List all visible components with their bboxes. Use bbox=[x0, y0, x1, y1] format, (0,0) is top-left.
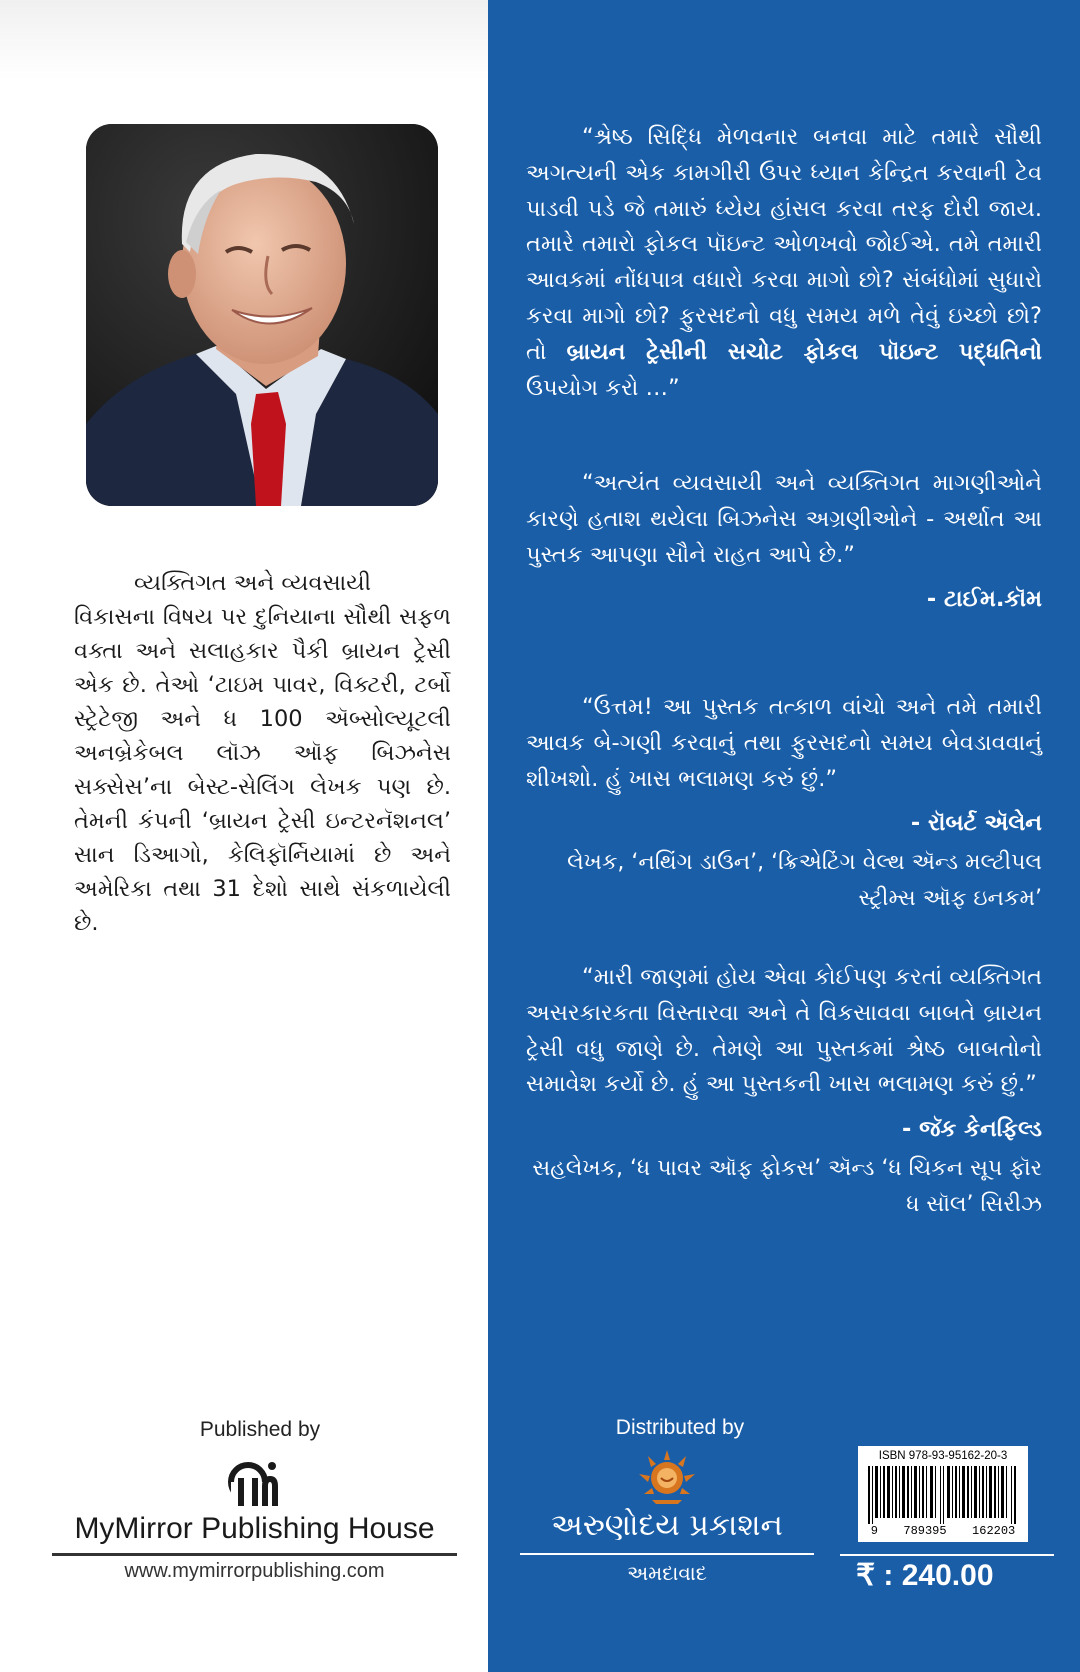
book-price: ₹ : 240.00 bbox=[856, 1559, 994, 1592]
quote-2 bbox=[470, 466, 1042, 617]
bio-text: વિકાસના વિષય પર દુનિયાના સૌથી સફળ વક્તા અને સલાહકાર પૈકી બ્રાયન ટ્રેસી એક છે. તેઓ ‘ટાઇમ પાવર, વિક્ટરી, ટર્બો સ્ટ્રેટેજી અને ધ 100 ઍબ્સોલ્યૂટલી અનબ્રેકેબલ લૉઝ ઑફ બિઝનેસ સક્સેસ’ના બેસ્ટ-સેલિંગ લેખક પણ છે. તેમની કંપની ‘બ્રાયન ટ્રેસી ઇન્ટરનૅશનલ’ સાન ડિઆગો, કેલિફૉર્નિયામાં છે અને અમેરિકા તથા 31 દેશો સાથે સંકળાયેલી છે. bbox=[74, 604, 451, 936]
quote-4 bbox=[470, 960, 1042, 1223]
mymirror-logo-icon bbox=[224, 1452, 284, 1512]
quote-2-attribution: - ટાઈમ.કૉમ bbox=[926, 586, 1042, 613]
sun-emblem-icon bbox=[636, 1446, 698, 1506]
bullet-diamond-icon: ◆ bbox=[470, 473, 484, 494]
publisher-divider bbox=[52, 1553, 457, 1556]
author-bio bbox=[74, 566, 451, 940]
bullet-diamond-icon: ◆ bbox=[470, 127, 484, 148]
quote-4-attribution: - જૅક કેનફિલ્ડ bbox=[901, 1116, 1042, 1143]
isbn-barcode bbox=[858, 1446, 1028, 1542]
barcode-right-digits: 162203 bbox=[972, 1524, 1016, 1538]
distributor-city: અમદાવાદ bbox=[627, 1561, 707, 1585]
quote-3-text bbox=[470, 690, 1042, 797]
publisher-name: MyMirror Publishing House bbox=[74, 1512, 435, 1545]
quote-3-credit: લેખક, ‘નથિંગ ડાઉન’, ‘ક્રિએટિંગ વેલ્થ ઍન્ડ મલ્ટીપલ સ્ટ્રીમ્સ ઑફ ઇનકમ’ bbox=[567, 850, 1042, 912]
quote-3-body: “ઉત્તમ! આ પુસ્તક તત્કાળ વાંચો અને તમે તમારી આવક બે-ગણી કરવાનું તથા ફુરસદનો સમય બેવડાવવાનું શીખશો. હું ખાસ ભલામણ કરું છું.” bbox=[526, 694, 1042, 792]
quote-3 bbox=[470, 690, 1042, 917]
quote-1-bold: બ્રાયન ટ્રેસીની સચોટ ફોકલ પૉઇન્ટ પદ્ધતિનો bbox=[566, 338, 1042, 365]
distributor-name: અરુણોદય પ્રકાશન bbox=[551, 1508, 783, 1543]
quote-1 bbox=[470, 120, 1042, 406]
quote-4-text bbox=[470, 960, 1042, 1103]
quote-2-body: “અત્યંત વ્યવસાયી અને વ્યક્તિગત માગણીઓને કારણે હતાશ થયેલા બિઝનેસ અગ્રણીઓને - અર્થાત આ પુસ્તક આપણા સૌને રાહત આપે છે.” bbox=[526, 470, 1042, 568]
barcode-digits bbox=[858, 1524, 1028, 1538]
publisher-url: www.mymirrorpublishing.com bbox=[124, 1560, 385, 1582]
quote-1-body: “શ્રેષ્ઠ સિદ્ધિ મેળવનાર બનવા માટે તમારે સૌથી અગત્યની એક કામગીરી ઉપર ધ્યાન કેન્દ્રિત કરવાની ટેવ પાડવી પડે જે તમારું ધ્યેય હાંસલ કરવા તરફ દોરી જાય. તમારે તમારો ફોકલ પૉઇન્ટ ઓળખવો જોઈએ. તમે તમારી આવકમાં નોંધપાત્ર વધારો કરવા માગો છો? સંબંધોમાં સુધારો કરવા માગો છો? ફુરસદનો વધુ સમય મળે તેવું ઇચ્છો છો? તો bbox=[526, 124, 1042, 365]
quote-4-body: “મારી જાણમાં હોય એવા કોઈપણ કરતાં વ્યક્તિગત અસરકારકતા વિસ્તારવા અને તે વિકસાવવા બાબતે બ્રાયન ટ્રેસી વધુ જાણે છે. તેમણે આ પુસ્તકમાં શ્રેષ્ઠ બાબતોનો સમાવેશ કર્યો છે. હું આ પુસ્તકની ખાસ ભલામણ કરું છું.” bbox=[526, 964, 1042, 1098]
bullet-diamond-icon: ◆ bbox=[470, 967, 484, 988]
quote-1-tail: ઉપયોગ કરો …” bbox=[526, 374, 680, 401]
distributor-divider bbox=[520, 1553, 814, 1555]
author-photo bbox=[86, 124, 438, 506]
quote-1-text bbox=[470, 120, 1042, 406]
quote-4-credit: સહલેખક, ‘ધ પાવર ઑફ ફોકસ’ ઍન્ડ ‘ધ ચિકન સૂપ ફૉર ધ સૉલ’ સિરીઝ bbox=[532, 1156, 1042, 1218]
barcode-left-digits: 789395 bbox=[903, 1524, 947, 1538]
barcode-bars bbox=[868, 1466, 1018, 1524]
isbn-number: ISBN 978-93-95162-20-3 bbox=[878, 1450, 1008, 1462]
bullet-diamond-icon: ◆ bbox=[470, 697, 484, 718]
bio-first-line: વ્યક્તિગત અને વ્યવસાયી bbox=[134, 570, 372, 596]
published-by-label: Published by bbox=[199, 1418, 321, 1441]
barcode-lead-digit: 9 bbox=[870, 1524, 878, 1538]
distributed-by-label: Distributed by bbox=[615, 1416, 745, 1439]
quote-3-attribution: - રૉબર્ટ ઍલેન bbox=[910, 810, 1042, 837]
quote-2-text bbox=[470, 466, 1042, 573]
price-divider bbox=[840, 1554, 1054, 1556]
